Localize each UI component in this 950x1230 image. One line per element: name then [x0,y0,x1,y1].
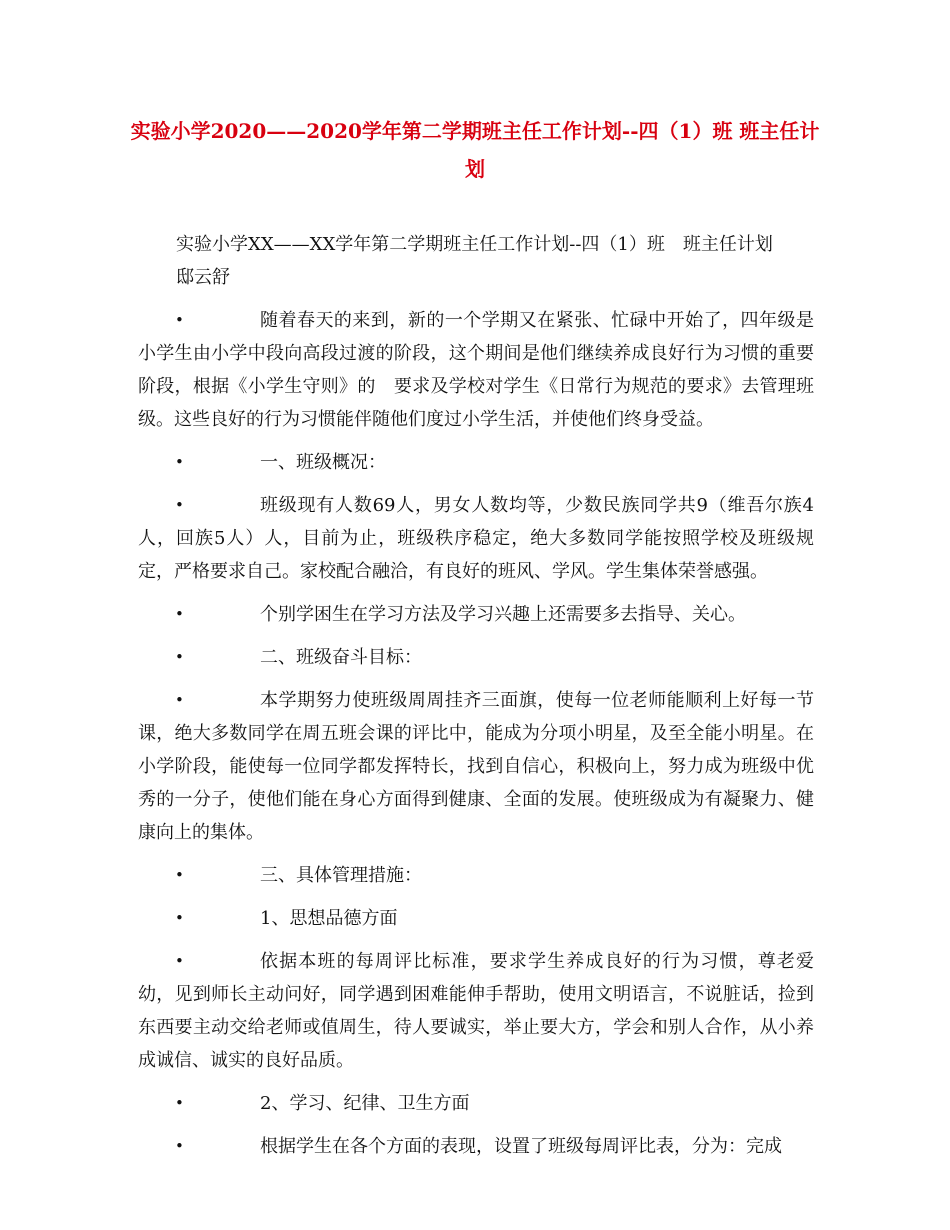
list-item [138,446,814,479]
bullet-icon: • [175,691,184,709]
list-item [138,945,814,1077]
paragraph-text: 依据本班的每周评比标准，要求学生养成良好的行为习惯，尊老爱幼，见到师长主动问好，同学遇到困难能伸手帮助，使用文明语言，不说脏话，捡到东西要主动交给老师或值周生，待人要诚实，举止要大方，学会和别人合作，从小养成诚信、诚实的良好品质。 [138,951,814,1071]
bullet-icon: • [175,453,184,471]
paragraph-text: 根据学生在各个方面的表现，设置了班级每周评比表，分为：完成 [260,1136,782,1157]
document-title: 实验小学2020——2020学年第二学期班主任工作计划--四（1）班 班主任计划 [130,119,820,181]
bullet-icon: • [175,1094,184,1112]
subsection-heading: 1、思想品德方面 [260,908,398,929]
paragraph-text: 本学期努力使班级周周挂齐三面旗，使每一位老师能顺利上好每一节课，绝大多数同学在周五班会课的评比中，能成为分项小明星，及至全能小明星。在小学阶段，能使每一位同学都发挥特长，找到自信心，积极向上，努力成为班级中优秀的一分子，使他们能在身心方面得到健康、全面的发展。使班级成为有凝聚力、健康向上的集体。 [138,690,814,843]
bullet-icon: • [175,909,184,927]
paragraph-text: 随着春天的来到，新的一个学期又在紧张、忙碌中开始了，四年级是小学生由小学中段向高段过渡的阶段，这个期间是他们继续养成良好行为习惯的重要阶段，根据《小学生守则》的 要求及学校对学生《日常行为规范的要求》去管理班级。这些良好的行为习惯能伴随他们度过小学生活，并使他们终身受益。 [138,310,814,430]
bullet-icon: • [175,952,184,970]
list-item [138,1087,814,1120]
paragraph-text: 班级现有人数69人，男女人数均等，少数民族同学共9（维吾尔族4人，回族5人）人，目前为止，班级秩序稳定，绝大多数同学能按照学校及班级规定，严格要求自己。家校配合融洽，有良好的班风、学风。学生集体荣誉感强。 [138,495,814,582]
bullet-icon: • [175,605,184,623]
list-item [138,598,814,631]
list-item [138,1130,814,1163]
section-heading: 一、班级概况： [260,452,386,473]
list-item [138,902,814,935]
bullet-icon: • [175,648,184,666]
section-heading: 二、班级奋斗目标： [260,647,422,668]
bullet-icon: • [175,866,184,884]
paragraph-text: 个别学困生在学习方法及学习兴趣上还需要多去指导、关心。 [260,604,746,625]
document-body [138,228,814,1173]
list-item [138,641,814,674]
document-author: 邸云舒 [176,267,230,288]
subsection-heading: 2、学习、纪律、卫生方面 [260,1093,470,1114]
section-heading: 三、具体管理措施： [260,865,422,886]
bullet-icon: • [175,311,184,329]
bullet-icon: • [175,496,184,514]
list-item [138,489,814,588]
list-item [138,304,814,436]
list-item [138,684,814,849]
bullet-icon: • [175,1137,184,1155]
list-item [138,859,814,892]
document-subtitle: 实验小学XX——XX学年第二学期班主任工作计划--四（1）班 班主任计划 [176,234,773,255]
